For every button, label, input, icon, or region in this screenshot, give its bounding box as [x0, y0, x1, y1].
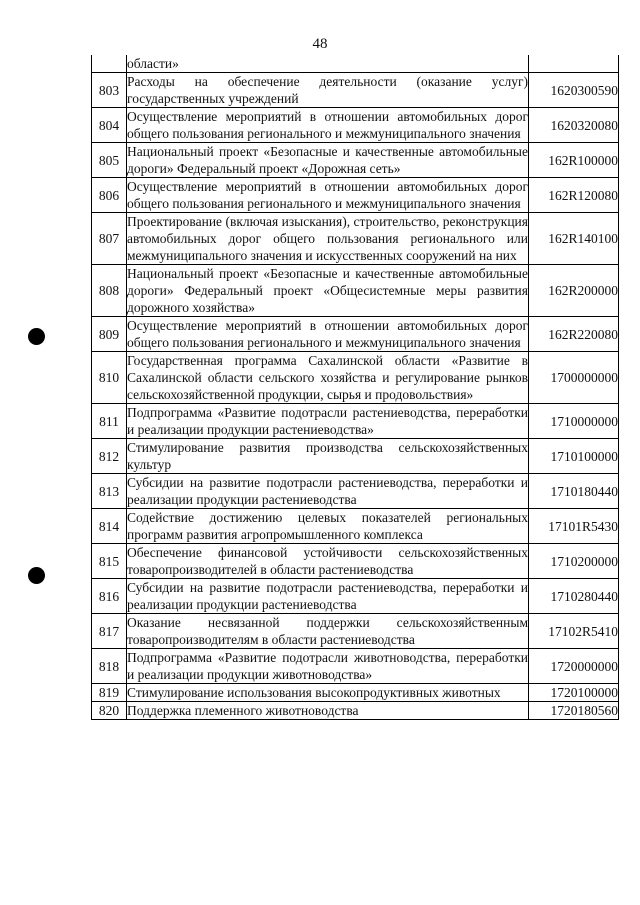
row-name-cell: Осуществление мероприятий в отношении автомобильных дорог общего пользования регионального и межмуниципального значения: [127, 318, 528, 350]
row-code-cell: 1720180560: [529, 702, 619, 720]
binder-hole: [28, 567, 45, 584]
row-name-cell: Национальный проект «Безопасные и качественные автомобильные дороги» Федеральный проект «Дорожная сеть»: [127, 144, 528, 176]
row-name-cell: Субсидии на развитие подотрасли растениеводства, переработки и реализации продукции растениеводства: [127, 475, 528, 507]
table-row: [92, 213, 619, 265]
row-number-cell: 809: [92, 317, 127, 352]
row-name-cell: Осуществление мероприятий в отношении автомобильных дорог общего пользования регионального и межмуниципального значения: [127, 179, 528, 211]
table-row: [92, 439, 619, 474]
table-row: [92, 649, 619, 684]
row-number-cell: 812: [92, 439, 127, 474]
row-code-cell: 162R220080: [529, 317, 619, 352]
table-row: [92, 352, 619, 404]
row-number-cell: 811: [92, 404, 127, 439]
row-code-cell: [529, 55, 619, 73]
table-row: [92, 509, 619, 544]
row-number-cell: 803: [92, 73, 127, 108]
table-row: [92, 614, 619, 649]
continuation-row: [92, 55, 619, 73]
table-row: [92, 108, 619, 143]
row-number-cell: 806: [92, 178, 127, 213]
row-code-cell: 1710280440: [529, 579, 619, 614]
binder-hole: [28, 328, 45, 345]
table-row: [92, 178, 619, 213]
row-name-cell: Оказание несвязанной поддержки сельскохозяйственным товаропроизводителям в области растениеводства: [127, 615, 528, 647]
row-number-cell: 817: [92, 614, 127, 649]
row-name-cell: Субсидии на развитие подотрасли растениеводства, переработки и реализации продукции растениеводства: [127, 580, 528, 612]
row-name-cell: Национальный проект «Безопасные и качественные автомобильные дороги» Федеральный проект «Общесистемные меры развития дорожного хозяйства»: [127, 266, 528, 315]
table-row: [92, 684, 619, 702]
table-row: [92, 702, 619, 720]
table-row: [92, 474, 619, 509]
row-name-cell: Государственная программа Сахалинской области «Развитие в Сахалинской области сельского хозяйства и регулирование рынков сельскохозяйственной продукции, сырья и продовольствия»: [127, 353, 528, 402]
row-code-cell: 1710180440: [529, 474, 619, 509]
row-number-cell: 816: [92, 579, 127, 614]
table-row: [92, 544, 619, 579]
budget-code-table: [91, 55, 619, 720]
row-name-cell: Расходы на обеспечение деятельности (оказание услуг) государственных учреждений: [127, 74, 528, 106]
row-code-cell: 162R200000: [529, 265, 619, 317]
row-number-cell: 819: [92, 684, 127, 702]
table-row: [92, 579, 619, 614]
table-row: [92, 143, 619, 178]
row-number-cell: 805: [92, 143, 127, 178]
row-name-cell: Стимулирование использования высокопродуктивных животных: [127, 684, 529, 702]
row-number-cell: 814: [92, 509, 127, 544]
row-code-cell: 1620300590: [529, 73, 619, 108]
row-number-cell: [92, 55, 127, 73]
row-number-cell: 810: [92, 352, 127, 404]
row-code-cell: 1710200000: [529, 544, 619, 579]
table-row: [92, 265, 619, 317]
row-code-cell: 1720100000: [529, 684, 619, 702]
row-name-cell: Подпрограмма «Развитие подотрасли растениеводства, переработки и реализации продукции растениеводства»: [127, 405, 528, 437]
row-name-cell: Обеспечение финансовой устойчивости сельскохозяйственных товаропроизводителей в области растениеводства: [127, 545, 528, 577]
row-number-cell: 807: [92, 213, 127, 265]
row-number-cell: 808: [92, 265, 127, 317]
row-name-cell: области»: [127, 55, 529, 73]
row-number-cell: 815: [92, 544, 127, 579]
row-code-cell: 1710100000: [529, 439, 619, 474]
row-code-cell: 1620320080: [529, 108, 619, 143]
row-name-cell: Содействие достижению целевых показателей региональных программ развития агропромышленного комплекса: [127, 510, 528, 542]
row-code-cell: 1710000000: [529, 404, 619, 439]
row-name-cell: Стимулирование развития производства сельскохозяйственных культур: [127, 440, 528, 472]
row-code-cell: 17102R5410: [529, 614, 619, 649]
row-code-cell: 162R100000: [529, 143, 619, 178]
page-number: 48: [312, 36, 328, 52]
row-name-cell: Подпрограмма «Развитие подотрасли животноводства, переработки и реализации продукции животноводства»: [127, 650, 528, 682]
row-number-cell: 804: [92, 108, 127, 143]
row-name-cell: Осуществление мероприятий в отношении автомобильных дорог общего пользования регионального и межмуниципального значения: [127, 109, 528, 141]
row-code-cell: 1700000000: [529, 352, 619, 404]
row-code-cell: 162R120080: [529, 178, 619, 213]
row-number-cell: 813: [92, 474, 127, 509]
row-number-cell: 820: [92, 702, 127, 720]
row-code-cell: 162R140100: [529, 213, 619, 265]
table-row: [92, 317, 619, 352]
row-code-cell: 17101R5430: [529, 509, 619, 544]
row-number-cell: 818: [92, 649, 127, 684]
row-code-cell: 1720000000: [529, 649, 619, 684]
row-name-cell: Проектирование (включая изыскания), строительство, реконструкция автомобильных дорог общего пользования регионального или межмуниципального значения и искусственных сооружений на них: [127, 214, 528, 263]
table-row: [92, 73, 619, 108]
row-name-cell: Поддержка племенного животноводства: [127, 702, 529, 720]
table-row: [92, 404, 619, 439]
